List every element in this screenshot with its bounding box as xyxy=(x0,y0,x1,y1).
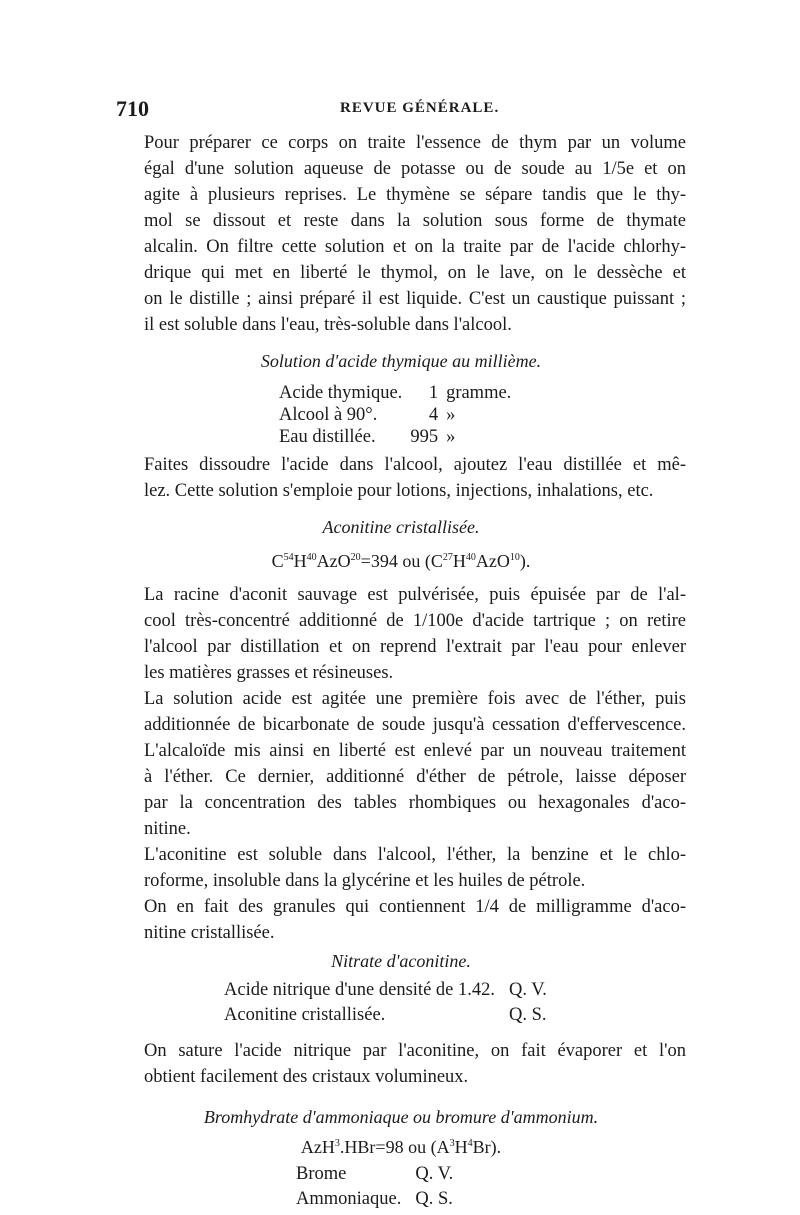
ingredient-unit: » xyxy=(446,427,456,447)
recipe-row xyxy=(279,382,519,404)
ingredient-qty: 995 xyxy=(410,427,439,447)
text-line: additionnée de bicarbonate de soude jusqu'à cessation d'effervescence. xyxy=(144,715,686,735)
section-heading: Aconitine cristallisée. xyxy=(322,517,480,537)
chemical-formula: $C^{54}H^{40}AzO^{20}=394$ ou $(C^{27}H^{40}AzO^{10})$. xyxy=(271,551,531,571)
text-line: On en fait des granules qui contiennent 1/4 de milligramme d'aco- xyxy=(144,897,686,917)
text-line: On sature l'acide nitrique par l'aconitine, on fait évaporer et l'on xyxy=(144,1041,686,1061)
recipe-row xyxy=(279,426,519,448)
text-line: nitine. xyxy=(144,819,191,839)
ingredient-name: Ammoniaque. xyxy=(296,1189,402,1209)
paragraph-granules xyxy=(116,894,686,946)
text-line: roforme, insoluble dans la glycérine et les huiles de pétrole. xyxy=(144,871,586,891)
text-line: mol se dissout et reste dans la solution sous forme de thymate xyxy=(144,211,686,231)
text-line: alcalin. On filtre cette solution et on la traite par de l'acide chlorhy- xyxy=(144,237,686,257)
chemical-formula: AzH$^3$.HBr=98 ou $(A^3H^4Br)$. xyxy=(300,1137,502,1157)
ingredient-name: Alcool à 90°. xyxy=(279,405,378,425)
ingredient-name: Acide nitrique d'une densité de 1.42. xyxy=(224,980,495,1000)
ingredient-qty: Q. V. xyxy=(415,1164,454,1184)
recipe-row xyxy=(296,1162,467,1187)
ingredient-qty: 4 xyxy=(428,405,439,425)
recipe-thymic-acid xyxy=(279,382,686,448)
recipe-table xyxy=(279,382,519,448)
text-line: drique qui met en liberté le thymol, on le lave, on le dessèche et xyxy=(144,263,686,283)
text-line: lez. Cette solution s'emploie pour lotions, injections, inhalations, etc. xyxy=(144,481,654,501)
section-heading: Solution d'acide thymique au millième. xyxy=(260,351,542,371)
ingredient-name: Brome xyxy=(296,1164,347,1184)
text-line: L'alcaloïde mis ainsi en liberté est enlevé par un nouveau traitement xyxy=(144,741,686,761)
recipe-table xyxy=(224,978,561,1028)
paragraph-solubility xyxy=(116,842,686,894)
text-line: égal d'une solution aqueuse de potasse ou de soude au 1/5e et on xyxy=(144,159,686,179)
text-line: il est soluble dans l'eau, très-soluble dans l'alcool. xyxy=(144,315,512,335)
recipe-table xyxy=(296,1162,467,1212)
paragraph-aconite-root xyxy=(116,582,686,686)
ingredient-name: Acide thymique. xyxy=(279,383,403,403)
text-line: La racine d'aconit sauvage est pulvérisée, puis épuisée par de l'al- xyxy=(144,585,686,605)
text-line: Faites dissoudre l'acide dans l'alcool, ajoutez l'eau distillée et mê- xyxy=(144,455,686,475)
recipe-row xyxy=(224,1003,561,1028)
text-line: obtient facilement des cristaux volumineux. xyxy=(144,1067,469,1087)
text-line: L'aconitine est soluble dans l'alcool, l'éther, la benzine et le chlo- xyxy=(144,845,686,865)
page-header xyxy=(116,96,686,122)
ingredient-qty: Q. S. xyxy=(415,1189,453,1209)
ingredient-name: Eau distillée. xyxy=(279,427,376,447)
page-body xyxy=(116,130,686,1212)
text-line: cool très-concentré additionné de 1/100e d'acide tartrique ; on retire xyxy=(144,611,686,631)
text-line: Pour préparer ce corps on traite l'essence de thym par un volume xyxy=(144,133,686,153)
ingredient-unit: gramme. xyxy=(446,383,512,403)
paragraph-thymol-preparation xyxy=(116,130,686,338)
ingredient-unit: » xyxy=(446,405,456,425)
text-line: agite à plusieurs reprises. Le thymène se sépare tandis que le thy- xyxy=(144,185,686,205)
text-line: les matières grasses et résineuses. xyxy=(144,663,394,683)
section-heading: Nitrate d'aconitine. xyxy=(331,951,471,971)
paragraph-dissolve xyxy=(116,452,686,504)
recipe-row xyxy=(279,404,519,426)
ingredient-qty: 1 xyxy=(428,383,439,403)
ingredient-name: Aconitine cristallisée. xyxy=(224,1005,386,1025)
text-line: l'alcool par distillation et on reprend l'extrait par l'eau pour enlever xyxy=(144,637,686,657)
text-line: nitine cristallisée. xyxy=(144,923,275,943)
text-line: par la concentration des tables rhombiques ou hexagonales d'aco- xyxy=(144,793,686,813)
running-title: REVUE GÉNÉRALE. xyxy=(340,100,500,116)
ingredient-qty: Q. S. xyxy=(509,1005,547,1025)
text-line: on le distille ; ainsi préparé il est liquide. C'est un caustique puissant ; xyxy=(144,289,686,309)
recipe-row xyxy=(224,978,561,1003)
recipe-aconitine-nitrate xyxy=(224,978,686,1028)
section-heading: Bromhydrate d'ammoniaque ou bromure d'ammonium. xyxy=(203,1107,599,1127)
recipe-row xyxy=(296,1187,467,1212)
recipe-ammonium-bromide xyxy=(296,1162,686,1212)
ingredient-qty: Q. V. xyxy=(509,980,547,1000)
page-number: 710 xyxy=(116,96,149,121)
text-line: à l'éther. Ce dernier, additionné d'éther de pétrole, laisse déposer xyxy=(144,767,686,787)
paragraph-acid-solution xyxy=(116,686,686,842)
paragraph-saturate xyxy=(116,1038,686,1090)
text-line: La solution acide est agitée une première fois avec de l'éther, puis xyxy=(144,689,686,709)
